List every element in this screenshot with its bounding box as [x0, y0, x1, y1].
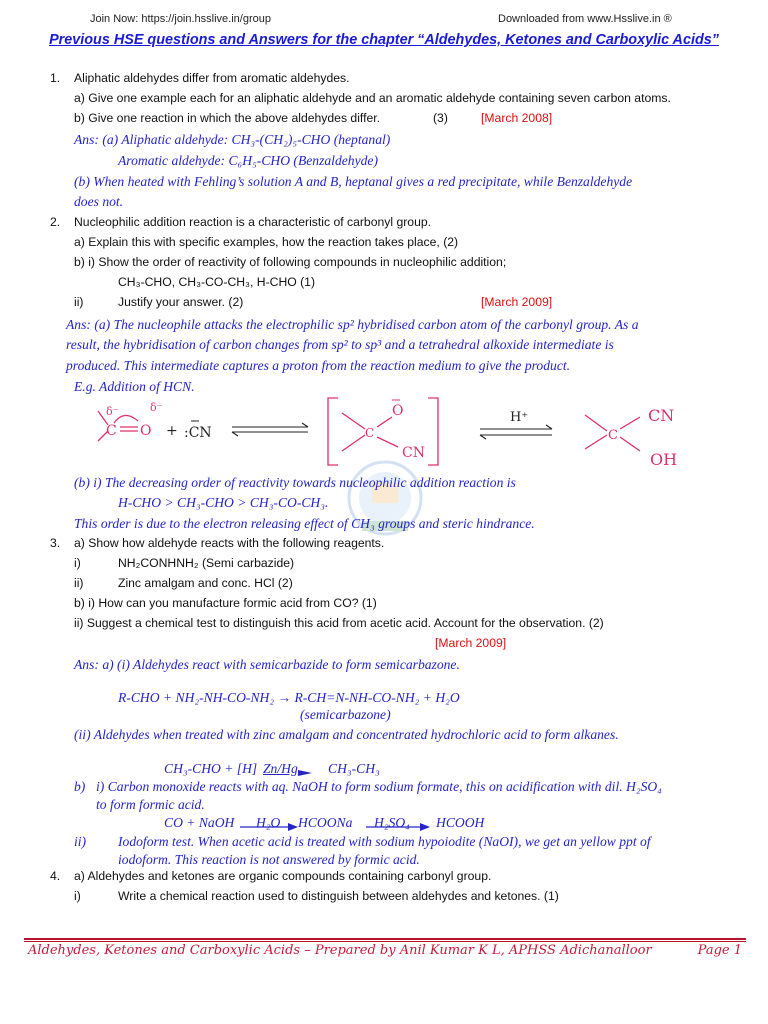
q2-number: 2. — [50, 215, 61, 229]
product-carbon: C — [608, 428, 618, 443]
q3-ii-text: Zinc amalgam and conc. HCl (2) — [118, 576, 293, 590]
q3-ii-number: ii) — [74, 576, 84, 590]
q3-eq3-reagent2: H₂SO₄ — [374, 815, 410, 830]
q3-ii-answer-line1: Iodoform test. When acetic acid is treated with sodium hypoiodite (NaOI), we get an yellow ppt of — [118, 834, 651, 849]
q2-answer-b-line2: H-CHO > CH₃-CHO > CH₃-CO-CH₃. — [118, 495, 329, 510]
q2-ii-text: Justify your answer. (2) — [118, 295, 244, 309]
q2-ii-number: ii) — [74, 295, 84, 309]
q3-year: [March 2009] — [435, 636, 507, 650]
page-title: Previous HSE questions and Answers for the chapter “Aldehydes, Ketones and Carboxylic Acids” — [49, 32, 719, 48]
q3-text: a) Show how aldehyde reacts with the following reagents. — [74, 536, 385, 550]
alkoxide-oxygen: O — [392, 403, 404, 419]
q2-part-b: b) i) Show the order of reactivity of following compounds in nucleophilic addition; — [74, 255, 507, 269]
q4-number: 4. — [50, 869, 61, 883]
carbonyl-oxygen: O — [140, 423, 152, 439]
delta-carbon: δ⁻ — [106, 405, 119, 418]
footer-text: Aldehydes, Ketones and Carboxylic Acids – Prepared by Anil Kumar K L, APHSS Adichanalloor — [28, 943, 652, 958]
footer-divider — [24, 938, 746, 940]
cyanide-nucleophile: :CN — [184, 425, 212, 441]
q3-eq2-left: CH₃-CHO + [H] — [164, 761, 258, 776]
q1-answer-line4: does not. — [74, 194, 124, 209]
q2-answer-line2: result, the hybridisation of carbon changes from sp² to sp³ and a tetrahedral alkoxide intermediate is — [66, 337, 614, 352]
q1-answer-line2: Aromatic aldehyde: C₆H₅-CHO (Benzaldehyde) — [118, 153, 378, 168]
carbonyl-carbon: C — [106, 423, 117, 439]
q2-answer-b-line1: (b) i) The decreasing order of reactivity towards nucleophilic addition reaction is — [74, 475, 516, 490]
q3-answer-line1: Ans: a) (i) Aldehydes react with semicarbazide to form semicarbazone. — [74, 657, 460, 672]
q4-i-number: i) — [74, 889, 81, 903]
header-download-text: Downloaded from www.Hsslive.in ® — [498, 13, 672, 25]
intermediate-cn: CN — [402, 445, 425, 461]
eq2-arrow-icon — [298, 768, 312, 778]
q3-eq3-reagent1: H₂O — [256, 815, 281, 830]
q3-b-number: b) — [74, 779, 86, 794]
page-number: Page 1 — [697, 943, 742, 958]
q2-answer-line3: produced. This intermediate captures a proton from the reaction medium to give the product. — [66, 358, 571, 373]
q3-eq3-left: CO + NaOH — [164, 815, 235, 830]
q3-b-answer-line1: i) Carbon monoxide reacts with aq. NaOH to form sodium formate, this on acidification with dil. H₂SO₄ — [96, 779, 662, 794]
proton-label: H⁺ — [510, 410, 529, 425]
q3-eq3-right: HCOOH — [436, 815, 485, 830]
q1-answer-line1: Ans: (a) Aliphatic aldehyde: CH₃-(CH₂)₅-CHO (heptanal) — [74, 132, 391, 147]
delta-oxygen: δ⁻ — [150, 401, 163, 414]
q3-equation-product-name: (semicarbazone) — [300, 707, 391, 722]
q3-eq2-right: CH₃-CH₃ — [328, 761, 380, 776]
q3-number: 3. — [50, 536, 61, 550]
q3-i-text: NH₂CONHNH₂ (Semi carbazide) — [118, 556, 295, 570]
q2-year: [March 2009] — [481, 295, 553, 309]
q3-equation-semicarbazone: R-CHO + NH₂-NH-CO-NH₂ → R-CH=N-NH-CO-NH₂ + H₂O — [118, 690, 460, 705]
q4-i-text: Write a chemical reaction used to distinguish between aldehydes and ketones. (1) — [118, 889, 559, 903]
intermediate-carbon: C — [365, 426, 375, 440]
plus-sign: + — [166, 423, 178, 439]
eq3-arrow1-icon — [240, 822, 298, 832]
footer-divider-thin — [24, 941, 746, 942]
q4-text: a) Aldehydes and ketones are organic compounds containing carbonyl group. — [74, 869, 492, 883]
q2-answer-eg: E.g. Addition of HCN. — [74, 379, 195, 394]
q3-answer-line2: (ii) Aldehydes when treated with zinc amalgam and concentrated hydrochloric acid to form alkanes. — [74, 727, 619, 742]
q1-part-b: b) Give one reaction in which the above aldehydes differ. — [74, 111, 381, 125]
q1-answer-line3: (b) When heated with Fehling’s solution A and B, heptanal gives a red precipitate, while Benzaldehyde — [74, 174, 633, 189]
q1-year: [March 2008] — [481, 111, 553, 125]
footer — [28, 943, 742, 958]
q3-eq2-reagent: Zn/Hg — [263, 761, 298, 776]
q2-text: Nucleophilic addition reaction is a characteristic of carbonyl group. — [74, 215, 432, 229]
eq3-arrow2-icon — [366, 822, 430, 832]
q3-ii-answer-line2: iodoform. This reaction is not answered by formic acid. — [118, 852, 420, 867]
q2-answer-line1: Ans: (a) The nucleophile attacks the electrophilic sp² hybridised carbon atom of the carbonyl group. As a — [66, 317, 639, 332]
q2-compounds: CH₃-CHO, CH₃-CO-CH₃, H-CHO (1) — [118, 275, 316, 289]
q2-answer-b-line3: This order is due to the electron releasing effect of CH₃ groups and steric hindrance. — [74, 516, 535, 531]
q3-b-answer-line2: to form formic acid. — [96, 797, 205, 812]
q1-part-a: a) Give one example each for an aliphatic aldehyde and an aromatic aldehyde containing seven carbon atoms. — [74, 91, 671, 105]
header-join-link[interactable]: Join Now: https://join.hsslive.in/group — [90, 13, 271, 25]
q3-eq3-mid: HCOONa — [298, 815, 353, 830]
q1-text: Aliphatic aldehydes differ from aromatic aldehydes. — [74, 71, 350, 85]
q1-number: 1. — [50, 71, 61, 85]
q3-part-b: b) i) How can you manufacture formic acid from CO? (1) — [74, 596, 377, 610]
q3-ii-answer-number: ii) — [74, 834, 87, 849]
q3-i-number: i) — [74, 556, 81, 570]
q2-part-a: a) Explain this with specific examples, how the reaction takes place, (2) — [74, 235, 459, 249]
product-oh: OH — [650, 450, 678, 469]
product-cn: CN — [648, 406, 675, 425]
q3-part-b-ii: ii) Suggest a chemical test to distinguish this acid from acetic acid. Account for the observation. (2) — [74, 616, 604, 630]
q1-marks: (3) — [433, 111, 448, 125]
